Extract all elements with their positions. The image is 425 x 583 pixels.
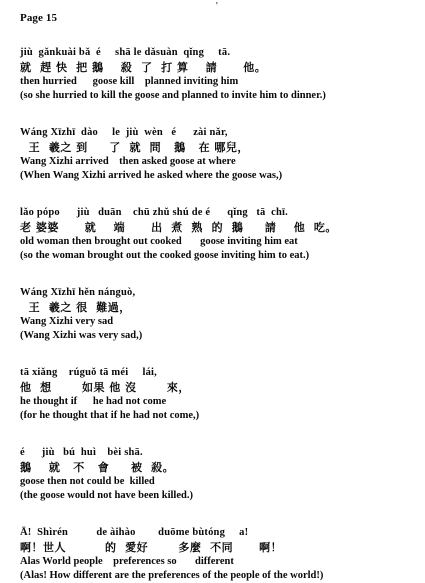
pinyin-line: jiù gǎnkuài bǎ é shā le dǎsuàn qǐng tā. xyxy=(20,47,231,58)
chinese-line: 他 想 如果 他 沒 來， xyxy=(20,381,190,394)
gloss-line: Wang Xizhi arrived then asked goose at where xyxy=(20,156,236,167)
translation-line: (When Wang Xizhi arrived he asked where the goose was,) xyxy=(20,170,283,181)
chinese-line: 王 羲之 到 了 就 問 鵝 在 哪兒， xyxy=(20,141,249,154)
pinyin-line: Wáng Xīzhī dào le jiù wèn é zài nǎr, xyxy=(20,127,228,138)
translation-line: (so she hurried to kill the goose and planned to invite him to dinner.) xyxy=(20,90,326,101)
chinese-line: 鵝 就 不 會 被 殺。 xyxy=(20,461,175,474)
translation-line: (Alas! How different are the preferences of the people of the world!) xyxy=(20,570,324,581)
translation-line: (for he thought that if he had not come,) xyxy=(20,410,200,421)
sentence-block xyxy=(20,285,419,343)
gloss-line: Wang Xizhi very sad xyxy=(20,316,114,327)
sentence-block xyxy=(20,205,419,263)
sentence-block xyxy=(20,365,419,423)
sentence-block xyxy=(20,525,419,583)
sentence-block xyxy=(20,445,419,503)
chinese-line: 王 羲之 很 難過， xyxy=(20,301,131,314)
sentence-block xyxy=(20,125,419,183)
text-blocks xyxy=(20,45,419,583)
chinese-line: 啊！世人 的 愛好 多麼 不同 啊！ xyxy=(20,541,283,554)
gloss-line: he thought if he had not come xyxy=(20,396,167,407)
chinese-line: 老 婆婆 就 端 出 煮 熟 的 鵝 請 他 吃。 xyxy=(20,221,337,234)
translation-line: (Wang Xizhi was very sad,) xyxy=(20,330,143,341)
pinyin-line: Ā! Shìrén de àihào duōme bùtóng a! xyxy=(20,527,249,538)
chinese-line: 就 趕 快 把 鵝 殺 了 打 算 請 他。 xyxy=(20,61,267,74)
translation-line: (the goose would not have been killed.) xyxy=(20,490,193,501)
pinyin-line: é jiù bú huì bèi shā. xyxy=(20,447,143,458)
gloss-line: goose then not could be killed xyxy=(20,476,155,487)
gloss-line: then hurried goose kill planned inviting him xyxy=(20,76,239,87)
gloss-line: old woman then brought out cooked goose inviting him eat xyxy=(20,236,298,247)
gloss-line: Alas World people preferences so different xyxy=(20,556,234,567)
sentence-block xyxy=(20,45,419,103)
pinyin-line: tā xiǎng rúguǒ tā méi lái, xyxy=(20,367,157,378)
top-mark: ' xyxy=(216,1,218,12)
page-title: Page 15 xyxy=(20,12,58,24)
pinyin-line: lǎo pópo jiù duān chū zhǔ shú de é qǐng tā chī. xyxy=(20,207,288,218)
pinyin-line: Wáng Xīzhī hěn nánguò, xyxy=(20,287,136,298)
translation-line: (so the woman brought out the cooked goose inviting him to eat.) xyxy=(20,250,310,261)
